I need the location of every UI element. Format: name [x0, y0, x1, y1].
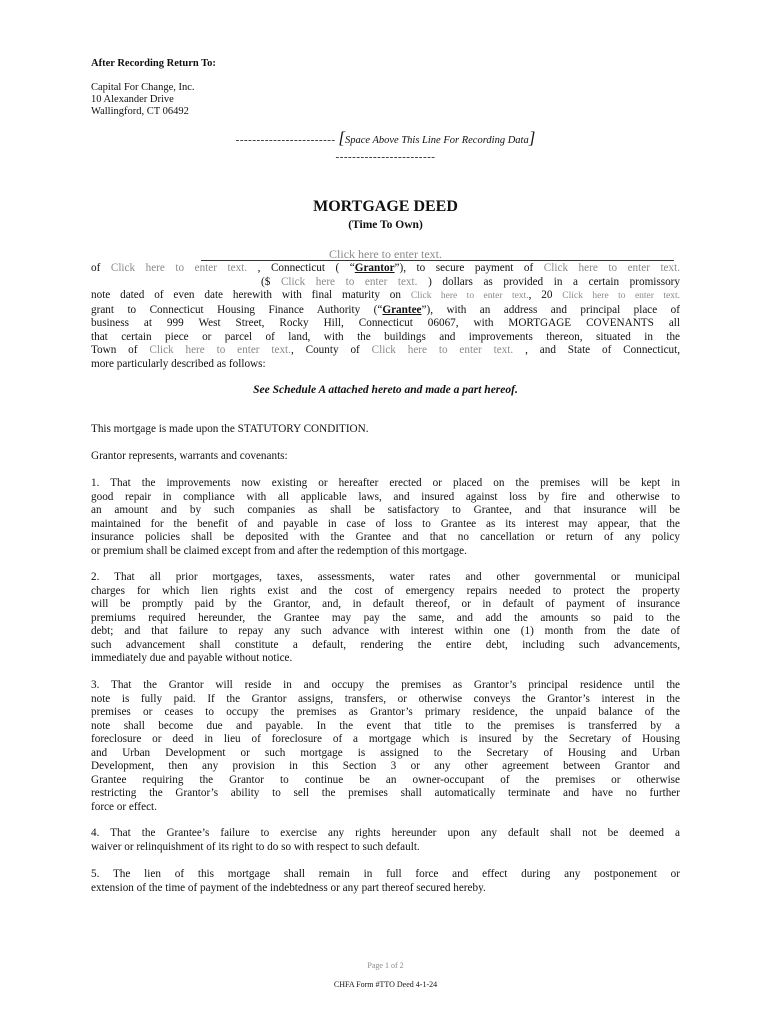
page-number: Page 1 of 2	[367, 961, 404, 970]
intro-line-8: more particularly described as follows:	[91, 357, 266, 370]
intro-line-5: business at 999 West Street, Rocky Hill, Connecticut 06067, with MORTGAGE COVENANTS all	[91, 317, 680, 329]
address-line: Wallingford, CT 06492	[91, 106, 189, 117]
intro-line-4: grant to Connecticut Housing Finance Authority (“Grantee”), with an address and principal place of	[91, 303, 681, 316]
intro-paragraph	[91, 262, 680, 371]
address-line: Capital For Change, Inc.	[91, 82, 195, 93]
amount-words-field[interactable]: Click here to enter text.	[543, 262, 681, 274]
intro-line-6: that certain piece or parcel of land, with the buildings and improvements thereon, situated in the	[91, 330, 680, 343]
maturity-year-field[interactable]: Click here to enter text.	[562, 291, 680, 301]
separator-dashes-2: ------------------------	[335, 151, 436, 163]
recording-separator: ------------------------ [Space Above This Line For Recording Data]	[235, 128, 536, 147]
address-line: 10 Alexander Drive	[91, 94, 174, 105]
covenant-5: 5. The lien of this mortgage shall remain in full force and effect during any postponement or extension of the time of payment of the indebtedness or any part thereof secured hereby.	[91, 868, 680, 894]
grantor-name-underline	[201, 260, 674, 261]
grantor-label: Grantor	[354, 262, 395, 274]
county-field[interactable]: Click here to enter text.	[371, 344, 514, 356]
intro-line-3: note dated of even date herewith with final maturity on Click here to enter text., 20 Click here to enter text.	[91, 289, 680, 301]
separator-text: Space Above This Line For Recording Data	[344, 135, 529, 146]
represents-line: Grantor represents, warrants and covenants:	[91, 450, 288, 462]
separator-dashes: ------------------------	[235, 134, 336, 146]
form-id: CHFA Form #TTO Deed 4-1-24	[333, 980, 438, 989]
statutory-condition: This mortgage is made upon the STATUTORY CONDITION.	[91, 423, 369, 435]
intro-line-7: Town of Click here to enter text., County of Click here to enter text. , and State of Connecticut,	[91, 344, 681, 356]
schedule-a-reference: See Schedule A attached hereto and made a part hereof.	[253, 384, 518, 396]
document-subtitle: (Time To Own)	[348, 219, 423, 231]
maturity-date-field[interactable]: Click here to enter text.	[410, 291, 529, 301]
covenant-1: 1. That the improvements now existing or hereafter erected or placed on the premises will be kept in good repair in compliance with all applicable laws, and insured against loss by fire and otherwise to an amount and by such companies as shall be satisfactory to Grantee, and that insurance will be maintained for the benefit of and payable in case of loss to Grantee as its interest may appear, that the insurance policies shall be deposited with the Grantee and that no cancellation or return of any policy or premium shall be claimed except from and after the redemption of this mortgage.	[91, 477, 680, 557]
amount-number-field[interactable]: Click here to enter text.	[280, 275, 418, 288]
grantee-label: Grantee	[382, 303, 422, 316]
return-label: After Recording Return To:	[91, 58, 216, 69]
covenant-2: 2. That all prior mortgages, taxes, assessments, water rates and other governmental or municipal charges for which lien rights exist and the cost of emergency repairs needed to protect the property will be promptly paid by the Grantor, and, in default thereof, or in default of payment of insurance premiums required hereunder, the Grantee may pay the same, and add the amounts so paid to the debt; and that failure to repay any such advance with interest within one (1) month from the date of such advancement shall constitute a default, rendering the entire debt, including such advancements, immediately due and payable without notice.	[91, 571, 680, 664]
intro-line-2: ($ Click here to enter text. ) dollars as provided in a certain promissory	[261, 275, 680, 288]
property-town-field[interactable]: Click here to enter text.	[149, 344, 291, 356]
document-title: MORTGAGE DEED	[313, 198, 458, 215]
town-field[interactable]: Click here to enter text.	[110, 262, 248, 274]
covenant-3: 3. That the Grantor will reside in and occupy the premises as Grantor’s principal residence until the note is fully paid. If the Grantor assigns, transfers, or otherwise conveys the Grantor’s interest in the premises or ceases to occupy the premises as Grantor’s primary residence, the unpaid balance of the note shall become due and payable. In the event that title to the premises is transferred by a foreclosure or deed in lieu of foreclosure of a mortgage which is insured by the Secretary of Housing and Urban Development or such mortgage is assigned to the Secretary of Housing and Urban Development, then any provision in this Section 3 or any other agreement between Grantor and Grantee requiring the Grantor to continue be an owner-occupant of the premises or otherwise restricting the Grantor’s ability to sell the premises shall automatically terminate and have no further force or effect.	[91, 679, 680, 813]
grantor-name-field[interactable]: Click here to enter text.	[329, 247, 442, 261]
return-address	[91, 82, 195, 118]
intro-line-1: of Click here to enter text. , Connecticut ( “Grantor”), to secure payment of Click here to enter text.	[91, 262, 681, 274]
covenant-4: 4. That the Grantee’s failure to exercise any rights hereunder upon any default shall not be deemed a waiver or relinquishment of its right to do so with respect to such default.	[91, 827, 680, 853]
